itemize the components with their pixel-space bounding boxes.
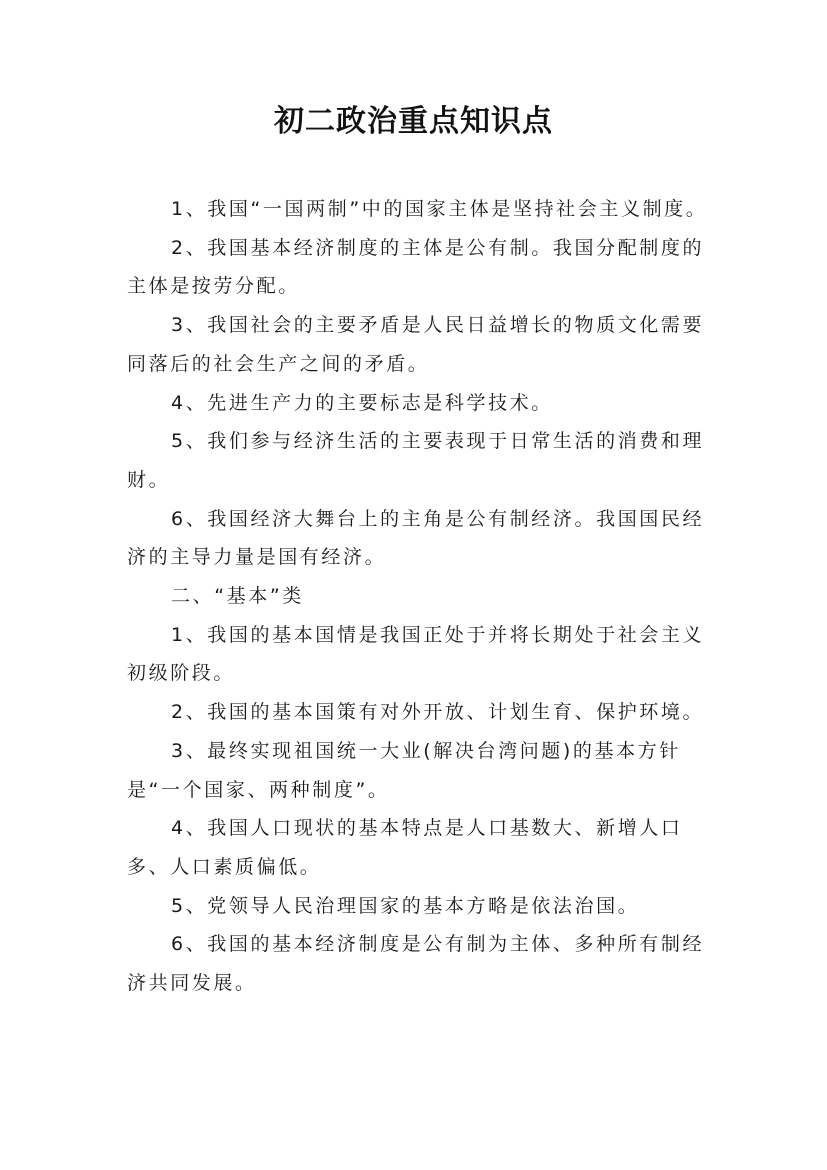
section-heading: 二、“基本”类 [171, 585, 304, 608]
paragraph-item: 1、我国“一国两制”中的国家主体是坚持社会主义制度。 [171, 198, 708, 220]
paragraph-item: 3、我国社会的主要矛盾是人民日益增长的物质文化需要同落后的社会生产之间的矛盾。 [127, 314, 705, 375]
paragraph-item: 4、先进生产力的主要标志是科学技术。 [171, 391, 553, 414]
paragraph-item: 5、我们参与经济生活的主要表现于日常生活的消费和理财。 [127, 430, 705, 491]
paragraph-item: 6、我国的基本经济制度是公有制为主体、多种所有制经济共同发展。 [127, 933, 705, 995]
paragraph-item: 2、我国基本经济制度的主体是公有制。我国分配制度的主体是按劳分配。 [127, 236, 705, 298]
paragraph-item: 6、我国经济大舞台上的主角是公有制经济。我国国民经济的主导力量是国有经济。 [127, 507, 705, 569]
paragraph-item: 1、我国的基本国情是我国正处于并将长期处于社会主义初级阶段。 [127, 623, 705, 685]
document-title: 初二政治重点知识点 [274, 104, 553, 139]
paragraph-item: 5、党领导人民治理国家的基本方略是依法治国。 [171, 894, 640, 917]
document-body [127, 190, 717, 1003]
paragraph-item: 3、最终实现祖国统一大业(解决台湾问题)的基本方针是“一个国家、两种制度”。 [127, 739, 681, 801]
paragraph-item: 4、我国人口现状的基本特点是人口基数大、新增人口多、人口素质偏低。 [127, 817, 683, 878]
paragraph-item: 2、我国的基本国策有对外开放、计划生育、保护环境。 [171, 701, 705, 724]
